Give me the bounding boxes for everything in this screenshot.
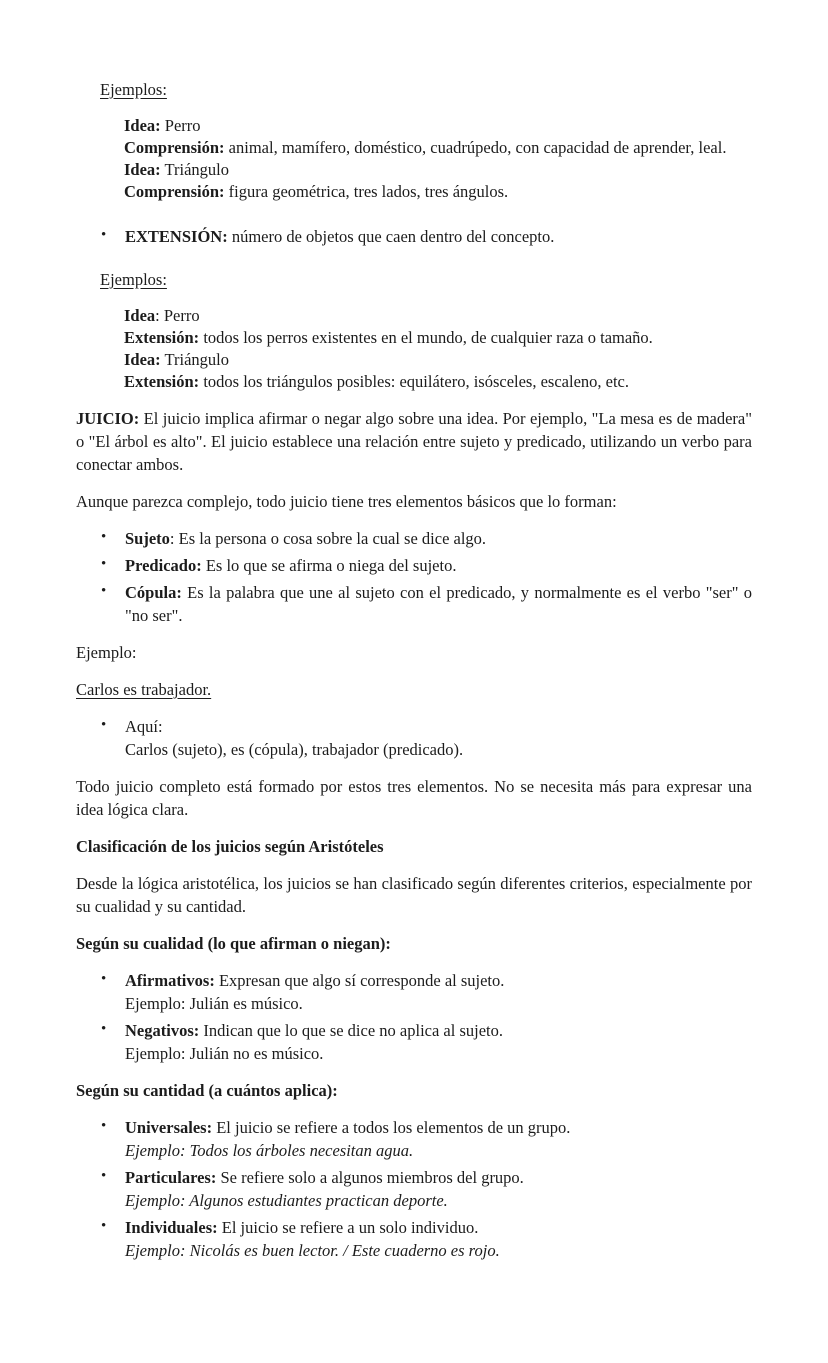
example-label: Idea bbox=[124, 306, 156, 325]
example-label: Extensión: bbox=[124, 328, 200, 347]
bullet-text bbox=[125, 1019, 752, 1065]
definition-line bbox=[125, 1166, 752, 1189]
bullet-item-universales bbox=[76, 1116, 752, 1162]
example-sentence-italic: Ejemplo: Nicolás es buen lector. / Este cuaderno es rojo. bbox=[125, 1241, 500, 1260]
example-line bbox=[124, 115, 752, 137]
bullet-icon: • bbox=[101, 227, 107, 243]
bullet-icon: • bbox=[101, 1118, 107, 1134]
bullet-item-individuales bbox=[76, 1216, 752, 1262]
term-text: El juicio se refiere a todos los elementos de un grupo. bbox=[212, 1118, 571, 1137]
example-label: Idea: bbox=[124, 116, 161, 135]
extension-list bbox=[76, 225, 752, 248]
example-line bbox=[124, 327, 752, 349]
term-label: Particulares: bbox=[125, 1168, 217, 1187]
bullet-item-afirmativos bbox=[76, 969, 752, 1015]
example-text: animal, mamífero, doméstico, cuadrúpedo, con capacidad de aprender, leal. bbox=[224, 138, 727, 157]
example-sentence-italic: Ejemplo: Algunos estudiantes practican deporte. bbox=[125, 1191, 448, 1210]
example-text: todos los triángulos posibles: equilátero, isósceles, escaleno, etc. bbox=[199, 372, 630, 391]
example-label: Idea: bbox=[124, 350, 161, 369]
example-sentence-italic: Ejemplo: Todos los árboles necesitan agua. bbox=[125, 1141, 414, 1160]
definition-line bbox=[125, 1116, 752, 1139]
example-label: Idea: bbox=[124, 160, 161, 179]
term-label: Universales: bbox=[125, 1118, 213, 1137]
bullet-icon: • bbox=[101, 556, 107, 572]
example-text: figura geométrica, tres lados, tres ángulos. bbox=[224, 182, 509, 201]
example-text: Triángulo bbox=[160, 160, 229, 179]
elements-list bbox=[76, 527, 752, 627]
bullet-text bbox=[125, 969, 752, 1015]
example-line bbox=[124, 305, 752, 327]
bullet-text bbox=[125, 581, 752, 627]
examples-heading-2: Ejemplos: bbox=[100, 270, 167, 289]
example-block-extension bbox=[124, 305, 752, 393]
ejemplo-label: Ejemplo: bbox=[76, 643, 137, 662]
quantity-heading: Según su cantidad (a cuántos aplica): bbox=[76, 1081, 338, 1100]
example-label: Extensión: bbox=[124, 372, 200, 391]
bullet-text bbox=[125, 1166, 752, 1212]
term-text: El juicio se refiere a un solo individuo. bbox=[217, 1218, 479, 1237]
aqui-line2: Carlos (sujeto), es (cópula), trabajador (predicado). bbox=[125, 740, 464, 759]
example-label: Comprensión: bbox=[124, 138, 225, 157]
term-label: EXTENSIÓN: bbox=[125, 227, 228, 246]
example-sentence: Ejemplo: Julián es músico. bbox=[125, 994, 303, 1013]
term-text: Es la palabra que une al sujeto con el predicado, y normalmente es el verbo "ser" o "no ser". bbox=[125, 583, 752, 625]
aqui-list bbox=[76, 715, 752, 761]
definition-line bbox=[125, 1019, 752, 1042]
bullet-icon: • bbox=[101, 583, 107, 599]
bullet-icon: • bbox=[101, 1218, 107, 1234]
term-text: Expresan que algo sí corresponde al sujeto. bbox=[214, 971, 505, 990]
term-label: Sujeto bbox=[125, 529, 170, 548]
bullet-item-extension bbox=[76, 225, 752, 248]
quality-heading: Según su cualidad (lo que afirman o niegan): bbox=[76, 934, 391, 953]
bullet-text bbox=[125, 527, 752, 550]
example-line bbox=[124, 137, 752, 159]
bullet-icon: • bbox=[101, 717, 107, 733]
bullet-icon: • bbox=[101, 971, 107, 987]
bullet-icon: • bbox=[101, 1168, 107, 1184]
term-text: número de objetos que caen dentro del concepto. bbox=[227, 227, 555, 246]
conclusion-paragraph: Todo juicio completo está formado por estos tres elementos. No se necesita más para expresar una idea lógica clara. bbox=[76, 777, 752, 819]
quantity-list bbox=[76, 1116, 752, 1262]
bullet-text bbox=[125, 1216, 752, 1262]
bullet-text bbox=[125, 225, 752, 248]
example-block-comprension bbox=[124, 115, 752, 203]
example-text: : Perro bbox=[155, 306, 200, 325]
example-text: todos los perros existentes en el mundo, de cualquier raza o tamaño. bbox=[199, 328, 653, 347]
example-text: Perro bbox=[160, 116, 201, 135]
example-line bbox=[124, 181, 752, 203]
bullet-icon: • bbox=[101, 1021, 107, 1037]
example-line bbox=[124, 349, 752, 371]
classification-paragraph: Desde la lógica aristotélica, los juicios se han clasificado según diferentes criterios, especialmente por su cualidad y su cantidad. bbox=[76, 874, 752, 916]
carlos-underlined: Carlos es trabajador. bbox=[76, 680, 212, 699]
bullet-item-predicado bbox=[76, 554, 752, 577]
juicio-paragraph bbox=[76, 407, 752, 476]
intro-elements-paragraph: Aunque parezca complejo, todo juicio tiene tres elementos básicos que lo forman: bbox=[76, 492, 617, 511]
quality-list bbox=[76, 969, 752, 1065]
example-label: Comprensión: bbox=[124, 182, 225, 201]
term-text: Indican que lo que se dice no aplica al sujeto. bbox=[199, 1021, 504, 1040]
bullet-item-sujeto bbox=[76, 527, 752, 550]
bullet-text bbox=[125, 1116, 752, 1162]
aqui-line1: Aquí: bbox=[125, 717, 163, 736]
example-sentence: Ejemplo: Julián no es músico. bbox=[125, 1044, 324, 1063]
term-label: Predicado: bbox=[125, 556, 202, 575]
term-text: : Es la persona o cosa sobre la cual se dice algo. bbox=[169, 529, 487, 548]
definition-line bbox=[125, 1216, 752, 1239]
bullet-item-particulares bbox=[76, 1166, 752, 1212]
example-line bbox=[124, 371, 752, 393]
term-label: Cópula: bbox=[125, 583, 182, 602]
definition-line bbox=[125, 969, 752, 992]
examples-heading-1: Ejemplos: bbox=[100, 80, 167, 99]
term-label: Negativos: bbox=[125, 1021, 200, 1040]
classification-heading: Clasificación de los juicios según Aristóteles bbox=[76, 837, 384, 856]
bullet-icon: • bbox=[101, 529, 107, 545]
bullet-text bbox=[125, 554, 752, 577]
term-label: Individuales: bbox=[125, 1218, 218, 1237]
bullet-item-copula bbox=[76, 581, 752, 627]
juicio-text: El juicio implica afirmar o negar algo sobre una idea. Por ejemplo, "La mesa es de madera" o "El árbol es alto". El juicio establece una relación entre sujeto y predicado, utilizando un verbo para conectar ambos. bbox=[76, 409, 752, 474]
bullet-item-negativos bbox=[76, 1019, 752, 1065]
bullet-text bbox=[125, 715, 752, 761]
term-text: Es lo que se afirma o niega del sujeto. bbox=[201, 556, 457, 575]
carlos-sentence bbox=[76, 678, 752, 701]
example-line bbox=[124, 159, 752, 181]
example-text: Triángulo bbox=[160, 350, 229, 369]
bullet-item-aqui bbox=[76, 715, 752, 761]
term-text: Se refiere solo a algunos miembros del grupo. bbox=[216, 1168, 524, 1187]
term-label: Afirmativos: bbox=[125, 971, 215, 990]
juicio-label: JUICIO: bbox=[76, 409, 140, 428]
